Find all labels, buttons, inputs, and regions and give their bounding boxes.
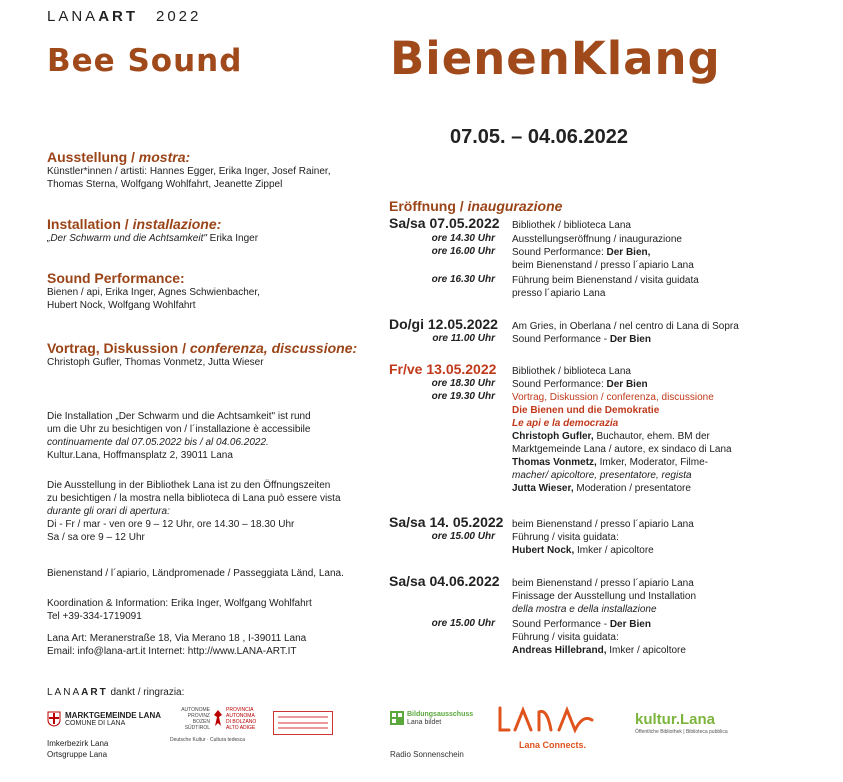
address-info: Lana Art: Meranerstraße 18, Via Merano 18 , I-39011 Lana Email: info@lana-art.it Internet: http://www.LANA-ART.IT (47, 633, 307, 657)
program-time: ore 19.30 Uhr (431, 391, 495, 402)
program-place: Am Gries, in Oberlana / nel centro di Lana di Sopra (512, 321, 739, 332)
title-german: BienenKlang (390, 32, 721, 85)
program-date: Do/gi 12.05.2022 (389, 316, 498, 332)
partner-stamp-logo (273, 711, 333, 735)
grid-icon (390, 711, 404, 725)
radio-sonnenschein: Radio Sonnenschein (390, 750, 464, 759)
program-time: ore 15.00 Uhr (431, 618, 495, 629)
program-time: ore 16.00 Uhr (431, 246, 495, 257)
year-label: 2022 (156, 8, 202, 25)
program-entry: Ausstellungseröffnung / inaugurazione (512, 234, 682, 245)
performers-line: Bienen / api, Erika Inger, Agnes Schwienbacher, (47, 287, 260, 298)
program-entry: Sound Performance - Der Bien (512, 334, 651, 345)
opening-hours-info: Die Ausstellung in der Bibliothek Lana ist zu den Öffnungszeiten zu besichtigen / la mostra nella biblioteca di Lana può essere vista durante gli orari di apertura: Di - Fr / mar - ven ore 9 – 12 Uhr, ore 14.30 – 18.30 Uhr Sa / sa ore 9 – 12 Uhr (47, 480, 341, 543)
lana-wave-icon (497, 704, 597, 736)
brand-logo: LANAART (47, 8, 139, 25)
section-sound (47, 270, 260, 312)
program-place: Bibliothek / biblioteca Lana (512, 220, 631, 231)
artists-line: Thomas Sterna, Wolfgang Wohlfahrt, Jeanette Zippel (47, 179, 283, 190)
location-info: Bienenstand / l´apiario, Ländpromenade / Passeggiata Länd, Lana. (47, 568, 344, 579)
program-time: ore 16.30 Uhr (431, 274, 495, 285)
program-entry: Vortrag, Diskussion / conferenza, discussione Die Bienen und die Demokratie Le api e la democrazia Christoph Gufler, Buchautor, ehem. BM der Marktgemeinde Lana / autore, ex sindaco di Lana Thomas Vonmetz, Imker, Moderator, Filme- macher/ apicoltore, presentatore, regista Jutta Wieser, Moderation / presentatore (512, 392, 732, 494)
program-entry: Führung beim Bienenstand / visita guidata presso l´apiario Lana (512, 275, 699, 299)
program-date: Fr/ve 13.05.2022 (389, 361, 497, 377)
thanks-line: LANAART dankt / ringrazia: (47, 687, 185, 698)
program-place: beim Bienenstand / presso l´apiario Lana (512, 519, 694, 530)
program-date: Sa/sa 07.05.2022 (389, 215, 500, 231)
contact-info: Koordination & Information: Erika Inger, Wolfgang Wohlfahrt Tel +39-334-1719091 (47, 598, 312, 622)
program-date: Sa/sa 04.06.2022 (389, 573, 500, 589)
program-heading: Eröffnung / inaugurazione (389, 198, 563, 214)
program-place: beim Bienenstand / presso l´apiario Lana Finissage der Ausstellung und Installation della mostra e della installazione (512, 578, 697, 615)
eagle-icon (213, 709, 223, 727)
artists-line: Künstler*innen / artisti: Hannes Egger, Erika Inger, Josef Rainer, (47, 166, 331, 177)
section-installation (47, 216, 258, 245)
program-entry: Führung / visita guidata: Hubert Nock, Imker / apicoltore (512, 532, 654, 556)
program-time: ore 15.00 Uhr (431, 531, 495, 542)
section-title: Vortrag, Diskussion / conferenza, discussione: (47, 340, 358, 356)
installation-info: Die Installation „Der Schwarm und die Achtsamkeit" ist rund um die Uhr zu besichtigen von / l´installazione è accessibile continuamente dal 07.05.2022 bis / al 04.06.2022. Kultur.Lana, Hoffmansplatz 2, 39011 Lana (47, 411, 311, 461)
provinz-logo: AUTONOME PROVINZ BOZEN SÜDTIROL PROVINCIA AUTONOMA DI BOLZANO ALTO ADIGE Deutsche Kultur · Cultura tedesca (170, 707, 257, 743)
program-place: Bibliothek / biblioteca Lana (512, 366, 631, 377)
kultur-lana-logo: kultur.Lana Öffentliche Bibliothek | Biblioteca pubblica (635, 711, 728, 735)
program-time: ore 11.00 Uhr (432, 333, 495, 344)
installation-line: „Der Schwarm und die Achtsamkeit" Erika Inger (47, 233, 259, 244)
speakers-line: Christoph Gufler, Thomas Vonmetz, Jutta Wieser (47, 357, 264, 368)
section-ausstellung (47, 149, 331, 191)
imker-logo-text: Imkerbezirk Lana Ortsgruppe Lana (47, 739, 109, 759)
program-time: ore 14.30 Uhr (431, 233, 495, 244)
section-title: Ausstellung / mostra: (47, 149, 191, 165)
section-title: Installation / installazione: (47, 216, 222, 232)
coat-of-arms-icon (47, 711, 61, 727)
program-date: Sa/sa 14. 05.2022 (389, 514, 504, 530)
program-entry: Sound Performance: Der Bien, beim Bienenstand / presso l´apiario Lana (512, 247, 694, 271)
title-english: Bee Sound (47, 43, 243, 79)
program-entry: Sound Performance - Der Bien Führung / visita guidata: Andreas Hillebrand, Imker / apicoltore (512, 619, 686, 656)
program-entry: Sound Performance: Der Bien (512, 379, 648, 390)
program-time: ore 18.30 Uhr (431, 378, 495, 389)
performers-line: Hubert Nock, Wolfgang Wohlfahrt (47, 300, 196, 311)
section-title: Sound Performance: (47, 270, 185, 286)
event-dates: 07.05. – 04.06.2022 (450, 126, 628, 148)
section-vortrag (47, 340, 357, 369)
